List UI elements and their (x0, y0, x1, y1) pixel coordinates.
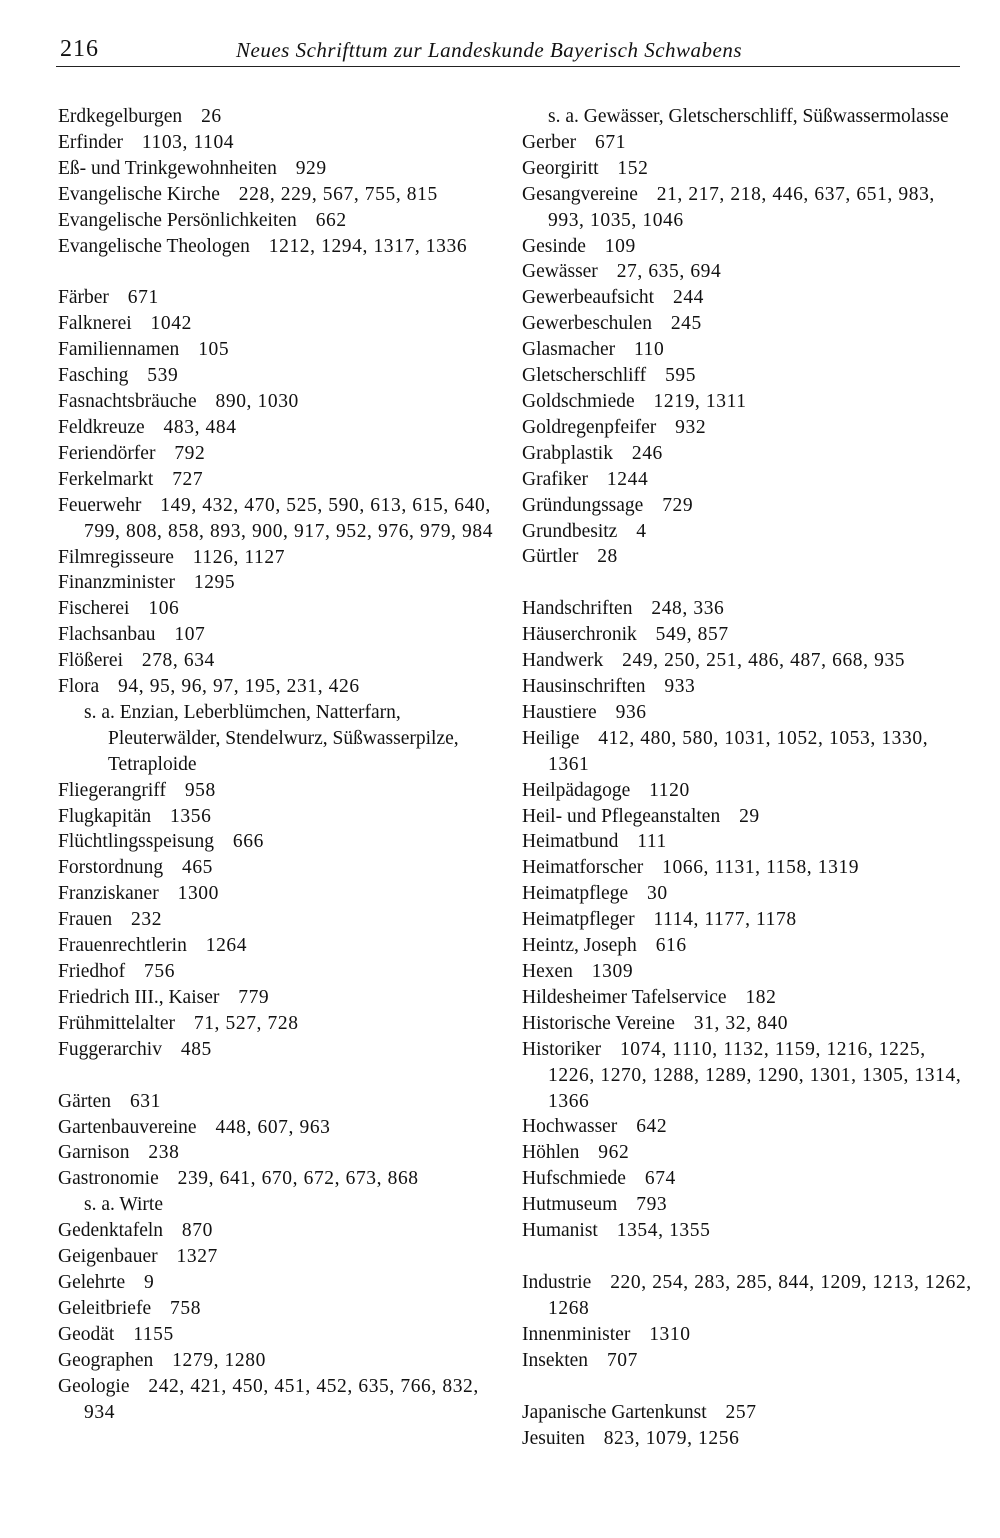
index-page-refs: 671 (595, 131, 627, 153)
see-also-reference: s. a. Wirte (84, 1194, 163, 1216)
index-entry (522, 311, 972, 337)
index-entry (58, 1166, 503, 1192)
index-term: Finanzminister (58, 572, 175, 594)
index-term: Garnison (58, 1142, 130, 1164)
index-term: Geodät (58, 1323, 115, 1345)
index-term: Handwerk (522, 650, 604, 672)
index-entry (58, 208, 503, 234)
index-entry (58, 493, 503, 545)
index-page-refs: 483, 484 (163, 416, 237, 438)
index-term: Hochwasser (522, 1116, 618, 1138)
index-page-refs: 244 (672, 287, 705, 309)
index-page-refs: 932 (675, 416, 707, 438)
index-entry (522, 363, 972, 389)
index-page-refs: 71, 527, 728 (193, 1012, 299, 1034)
index-entry (58, 1374, 503, 1426)
index-page-refs: 245 (670, 313, 702, 335)
index-entry (522, 804, 972, 830)
index-entry (58, 234, 503, 260)
index-page-refs: 1309 (591, 961, 634, 982)
index-entry (522, 1400, 972, 1426)
index-page-refs: 465 (181, 857, 214, 879)
section-gap (58, 259, 503, 285)
index-entry (522, 648, 972, 674)
index-term: Heimatforscher (522, 857, 644, 879)
index-term: Feuerwehr (58, 494, 142, 516)
index-page-refs: 671 (127, 287, 159, 309)
index-page-refs: 539 (147, 365, 179, 387)
index-entry (58, 104, 503, 130)
index-page-refs: 4 (636, 520, 647, 542)
page-number: 216 (60, 36, 99, 62)
index-page-refs: 758 (170, 1297, 202, 1319)
section-gap (522, 1244, 972, 1270)
index-term: Geigenbauer (58, 1246, 158, 1268)
index-term: Gesinde (522, 235, 586, 257)
index-term: Heil- und Pflegeanstalten (522, 805, 721, 827)
index-page-refs: 1074, 1110, 1132, 1159, 1216, 1225, 1226, 1270, 1288, 1289, 1290, 1301, 1305, 1314, 1366 (548, 1038, 962, 1112)
index-page-refs: 929 (295, 157, 327, 179)
index-page-refs: 110 (634, 339, 665, 361)
index-entry (58, 1270, 503, 1296)
index-entry (522, 855, 972, 881)
index-term: Gärten (58, 1090, 112, 1112)
index-page-refs: 111 (637, 831, 667, 853)
index-entry (58, 363, 503, 389)
index-term: Heilige (522, 727, 580, 749)
index-entry (522, 1114, 972, 1140)
index-term: Gartenbauvereine (58, 1116, 197, 1138)
index-term: Forstordnung (58, 857, 164, 879)
index-term: Goldschmiede (522, 390, 635, 412)
index-page-refs: 1244 (606, 468, 649, 490)
index-page-refs: 31, 32, 840 (693, 1012, 789, 1034)
index-term: Gürtler (522, 546, 579, 568)
index-page-refs: 485 (180, 1038, 212, 1060)
index-term: Hufschmiede (522, 1168, 626, 1190)
index-page-refs: 729 (662, 494, 694, 516)
index-page-refs: 232 (131, 909, 163, 931)
index-entry (522, 285, 972, 311)
index-page-refs: 9 (144, 1271, 155, 1293)
index-page-refs: 107 (174, 624, 206, 646)
index-term: Hutmuseum (522, 1194, 618, 1216)
index-entry (58, 1037, 503, 1063)
index-term: Franziskaner (58, 883, 159, 905)
index-entry (58, 1296, 503, 1322)
index-page-refs: 1066, 1131, 1158, 1319 (662, 857, 860, 879)
index-term: Hildesheimer Tafelservice (522, 986, 727, 1008)
index-column-left (58, 104, 503, 1425)
index-page-refs: 1310 (649, 1323, 691, 1345)
index-term: Geographen (58, 1349, 154, 1371)
index-term: Fischerei (58, 598, 130, 620)
index-page-refs: 1212, 1294, 1317, 1336 (268, 235, 468, 257)
index-term: Gewässer (522, 261, 598, 283)
index-page-refs: 666 (232, 831, 264, 853)
index-term: Jesuiten (522, 1427, 585, 1449)
index-term: Gewerbeaufsicht (522, 287, 655, 309)
index-entry (58, 1244, 503, 1270)
index-entry (522, 1192, 972, 1218)
index-term: Familiennamen (58, 339, 180, 361)
index-page-refs: 239, 641, 670, 672, 673, 868 (177, 1168, 419, 1190)
index-term: Evangelische Theologen (58, 235, 250, 257)
index-page-refs: 228, 229, 567, 755, 815 (238, 183, 438, 205)
index-term: Evangelische Persönlichkeiten (58, 209, 297, 231)
index-page-refs: 707 (606, 1349, 638, 1371)
index-entry (58, 285, 503, 311)
index-page-refs: 1126, 1127 (192, 546, 286, 568)
index-page-refs: 1300 (177, 883, 219, 905)
index-page-refs: 94, 95, 96, 97, 195, 231, 426 (118, 676, 360, 698)
index-entry (522, 441, 972, 467)
index-page-refs: 26 (201, 106, 222, 127)
index-page-refs: 595 (665, 365, 697, 387)
index-page-refs: 616 (655, 935, 687, 957)
section-gap (58, 1063, 503, 1089)
index-term: Heimatpfleger (522, 909, 635, 931)
index-term: Färber (58, 287, 109, 309)
index-term: Gewerbeschulen (522, 313, 652, 335)
index-entry (58, 648, 503, 674)
index-entry (522, 985, 972, 1011)
index-entry (58, 855, 503, 881)
index-page-refs: 105 (198, 339, 230, 361)
index-entry (58, 156, 503, 182)
running-title: Neues Schrifttum zur Landeskunde Bayerisch Schwabens (236, 38, 743, 62)
index-entry (522, 337, 972, 363)
index-page-refs: 149, 432, 470, 525, 590, 613, 615, 640, 799, 808, 858, 893, 900, 917, 952, 976, 979, 984 (84, 494, 494, 542)
index-term: Haustiere (522, 701, 597, 723)
index-term: Flugkapitän (58, 805, 152, 827)
index-term: Fasching (58, 365, 129, 387)
see-also-reference: s. a. Enzian, Leberblümchen, Natterfarn, Pleuterwälder, Stendelwurz, Süßwasserpilze, Tetraploide (84, 701, 459, 775)
index-entry (522, 234, 972, 260)
index-page-refs: 549, 857 (655, 624, 729, 646)
index-term: Frauen (58, 909, 113, 931)
index-term: Gletscherschliff (522, 365, 647, 387)
index-entry (522, 544, 972, 570)
index-term: Hexen (522, 961, 573, 982)
index-page-refs: 242, 421, 450, 451, 452, 635, 766, 832, 934 (84, 1375, 479, 1423)
index-entry (58, 130, 503, 156)
index-entry (58, 829, 503, 855)
index-entry (58, 959, 503, 985)
index-term: Eß- und Trinkgewohnheiten (58, 157, 277, 179)
index-term: Ferkelmarkt (58, 468, 154, 490)
index-entry (522, 622, 972, 648)
index-page-refs: 1279, 1280 (172, 1349, 266, 1371)
index-page-refs: 238 (148, 1142, 180, 1164)
index-entry (522, 959, 972, 985)
index-entry (522, 1166, 972, 1192)
index-entry (522, 933, 972, 959)
index-entry (58, 415, 503, 441)
index-page-refs: 30 (647, 883, 668, 905)
index-entry (58, 545, 503, 571)
index-term: Heimatbund (522, 831, 619, 853)
index-page-refs: 1042 (150, 313, 192, 335)
index-term: Humanist (522, 1220, 598, 1242)
index-term: Grabplastik (522, 442, 613, 464)
index-entry (58, 570, 503, 596)
index-page-refs: 631 (129, 1090, 161, 1112)
index-entry (58, 596, 503, 622)
index-term: Gesangvereine (522, 183, 638, 205)
index-entry (522, 674, 972, 700)
index-page-refs: 727 (172, 468, 204, 490)
index-term: Filmregisseure (58, 546, 174, 568)
index-term: Glasmacher (522, 339, 616, 361)
index-page-refs: 1103, 1104 (141, 131, 235, 153)
index-page-refs: 21, 217, 218, 446, 637, 651, 983, 993, 1035, 1046 (548, 183, 935, 231)
index-term: Frühmittelalter (58, 1012, 175, 1034)
index-term: Gedenktafeln (58, 1220, 164, 1242)
index-page-refs: 793 (636, 1194, 668, 1216)
page-header (40, 34, 960, 66)
index-entry (522, 1218, 972, 1244)
index-page-refs: 152 (617, 157, 649, 179)
index-page-refs: 1114, 1177, 1178 (653, 909, 797, 931)
index-page-refs: 1327 (176, 1246, 218, 1268)
index-term: Heimatpflege (522, 883, 629, 905)
index-entry (58, 1089, 503, 1115)
index-page-refs: 28 (597, 546, 618, 568)
index-term: Grafiker (522, 468, 589, 490)
index-entry (522, 182, 972, 234)
index-page-refs: 29 (739, 805, 760, 827)
index-entry (522, 1037, 972, 1115)
index-page-refs: 823, 1079, 1256 (603, 1427, 740, 1449)
index-page-refs: 936 (615, 701, 647, 723)
index-entry (522, 493, 972, 519)
index-term: Industrie (522, 1271, 592, 1293)
index-term: Frauenrechtlerin (58, 935, 187, 957)
index-page-refs: 1354, 1355 (616, 1220, 711, 1242)
index-entry (58, 467, 503, 493)
index-entry (522, 467, 972, 493)
index-term: Friedhof (58, 961, 126, 982)
index-page-refs: 278, 634 (141, 650, 215, 672)
index-entry (58, 389, 503, 415)
index-entry (522, 596, 972, 622)
index-page-refs: 27, 635, 694 (616, 261, 722, 283)
index-page-refs: 674 (644, 1168, 676, 1190)
index-term: Heintz, Joseph (522, 935, 637, 957)
index-entry (58, 622, 503, 648)
index-entry (522, 389, 972, 415)
see-also-reference: s. a. Gewässer, Gletscherschliff, Süßwassermolasse (548, 106, 949, 127)
index-entry (58, 907, 503, 933)
index-term: Flößerei (58, 650, 123, 672)
index-term: Innenminister (522, 1323, 631, 1345)
index-page-refs: 246 (631, 442, 663, 464)
index-page-refs: 257 (725, 1401, 757, 1423)
index-entry (522, 415, 972, 441)
index-entry (58, 182, 503, 208)
index-term: Feldkreuze (58, 416, 145, 438)
index-entry (522, 130, 972, 156)
index-entry (522, 1426, 972, 1452)
index-entry (522, 907, 972, 933)
index-entry (522, 1348, 972, 1374)
index-term: Erdkegelburgen (58, 106, 183, 127)
index-page-refs: 662 (315, 209, 347, 231)
index-entry (522, 156, 972, 182)
index-page-refs: 756 (144, 961, 176, 982)
index-page-refs: 890, 1030 (215, 391, 299, 413)
index-page-refs: 448, 607, 963 (215, 1116, 331, 1138)
index-page-refs: 642 (636, 1116, 668, 1138)
index-term: Friedrich III., Kaiser (58, 986, 220, 1008)
index-entry (58, 674, 503, 700)
index-term: Historiker (522, 1038, 602, 1060)
index-page-refs: 182 (745, 986, 777, 1008)
index-term: Häuserchronik (522, 624, 637, 646)
index-term: Feriendörfer (58, 442, 156, 464)
section-gap (522, 570, 972, 596)
index-page-refs: 933 (664, 676, 696, 698)
index-entry (58, 1115, 503, 1141)
index-term: Fuggerarchiv (58, 1038, 162, 1060)
index-term: Falknerei (58, 313, 132, 335)
index-page-refs: 248, 336 (651, 598, 725, 620)
index-term: Grundbesitz (522, 520, 618, 542)
header-rule (56, 66, 960, 67)
index-term: Erfinder (58, 131, 123, 153)
index-entry (58, 804, 503, 830)
index-term: Japanische Gartenkunst (522, 1401, 707, 1423)
section-gap (522, 1374, 972, 1400)
index-page-refs: 958 (184, 779, 216, 801)
index-entry (522, 1140, 972, 1166)
index-page-refs: 106 (148, 598, 180, 620)
index-page-refs: 109 (604, 235, 636, 257)
index-entry (522, 1011, 972, 1037)
index-entry (58, 1140, 503, 1166)
index-term: Flora (58, 676, 100, 698)
index-term: Insekten (522, 1349, 589, 1371)
index-page-refs: 962 (598, 1142, 630, 1164)
index-term: Hausinschriften (522, 676, 646, 698)
index-entry (522, 726, 972, 778)
index-entry (522, 881, 972, 907)
index-page-refs: 1219, 1311 (653, 390, 747, 412)
index-entry (522, 778, 972, 804)
index-entry (522, 829, 972, 855)
index-term: Handschriften (522, 598, 633, 620)
index-term: Historische Vereine (522, 1012, 675, 1034)
index-term: Evangelische Kirche (58, 183, 220, 205)
index-term: Gelehrte (58, 1271, 126, 1293)
index-term: Goldregenpfeifer (522, 416, 657, 438)
index-entry (58, 311, 503, 337)
index-entry (58, 1011, 503, 1037)
index-page-refs: 1120 (649, 779, 690, 801)
index-page-refs: 1356 (170, 805, 212, 827)
index-entry (522, 1270, 972, 1322)
index-page-refs: 1295 (193, 572, 236, 594)
index-entry (522, 1322, 972, 1348)
index-term: Fliegerangriff (58, 779, 166, 801)
index-page-refs: 249, 250, 251, 486, 487, 668, 935 (622, 650, 906, 672)
index-term: Georgiritt (522, 157, 599, 179)
index-term: Geleitbriefe (58, 1297, 152, 1319)
index-page-refs: 779 (238, 986, 270, 1008)
index-term: Höhlen (522, 1142, 580, 1164)
index-term: Flüchtlingsspeisung (58, 831, 215, 853)
index-entry (58, 1218, 503, 1244)
index-page-refs: 870 (181, 1220, 213, 1242)
index-term: Gastronomie (58, 1168, 159, 1190)
index-entry (58, 337, 503, 363)
index-term: Heilpädagoge (522, 779, 631, 801)
index-term: Fasnachtsbräuche (58, 391, 197, 413)
index-entry (58, 1348, 503, 1374)
index-term: Gerber (522, 131, 577, 153)
index-entry (522, 259, 972, 285)
index-entry (522, 700, 972, 726)
index-entry (58, 933, 503, 959)
index-entry (58, 985, 503, 1011)
index-page-refs: 792 (174, 442, 206, 464)
index-entry (58, 441, 503, 467)
index-column-right (522, 104, 972, 1451)
index-page-refs: 1155 (133, 1323, 174, 1345)
index-term: Gründungssage (522, 494, 644, 516)
index-term: Flachsanbau (58, 624, 156, 646)
index-entry (58, 778, 503, 804)
index-page-refs: 412, 480, 580, 1031, 1052, 1053, 1330, 1361 (548, 727, 929, 775)
index-term: Geologie (58, 1375, 130, 1397)
index-entry (522, 519, 972, 545)
index-page-refs: 1264 (205, 935, 248, 957)
index-page-refs: 220, 254, 283, 285, 844, 1209, 1213, 1262, 1268 (548, 1271, 972, 1319)
index-entry (58, 881, 503, 907)
index-entry (58, 1322, 503, 1348)
